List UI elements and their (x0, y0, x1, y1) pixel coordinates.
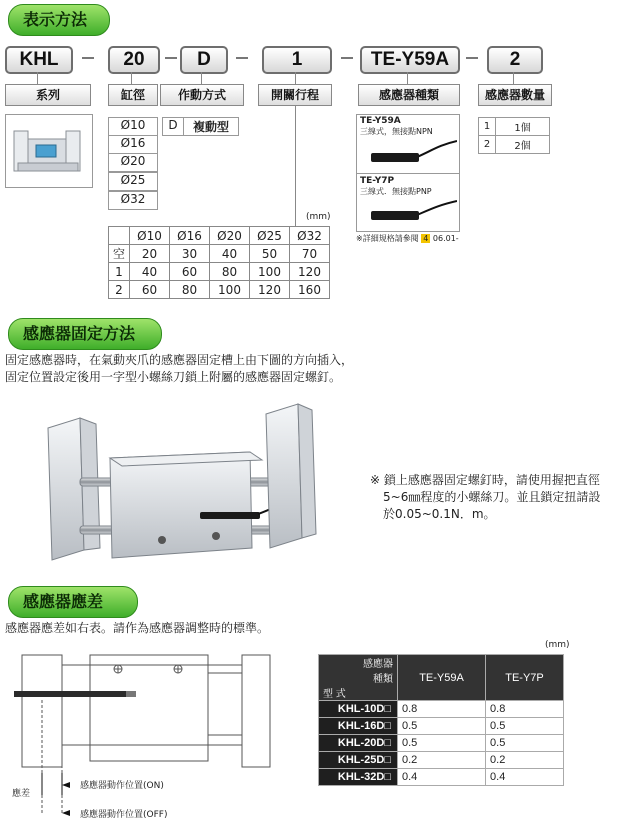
gripper-illustration (40, 400, 330, 575)
dash (165, 57, 177, 59)
stroke-header: Ø32 (290, 227, 330, 245)
code-bore: 20 (108, 46, 160, 74)
qty-table (478, 117, 550, 154)
divider (357, 173, 459, 174)
bore-item: Ø25 (108, 172, 158, 191)
stroke-cell: 60 (130, 281, 170, 299)
qty-code: 2 (479, 136, 496, 154)
sensor-desc: 三線式，無接點NPN (360, 127, 433, 136)
hyst-corner-top: 感應器 (363, 659, 393, 670)
code-stroke: 1 (262, 46, 332, 74)
bore-item: Ø32 (108, 191, 158, 210)
dash (236, 57, 248, 59)
stroke-header: Ø16 (170, 227, 210, 245)
hyst-model: KHL-16D□ (319, 718, 398, 735)
dash (82, 57, 94, 59)
stroke-cell: 100 (210, 281, 250, 299)
code-series: KHL (5, 46, 73, 74)
sensor-desc: 三線式．無接點PNP (360, 187, 432, 196)
stroke-unit: (mm) (306, 212, 331, 222)
hyst-value: 0.8 (486, 701, 564, 718)
stroke-cell: 40 (130, 263, 170, 281)
hyst-col-header: TE-Y59A (398, 655, 486, 701)
connector-line (295, 106, 296, 226)
hyst-corner (319, 655, 398, 701)
mounting-note-line: 於0.05~0.1N．m。 (383, 507, 496, 521)
sensor-name: TE-Y7P (360, 176, 395, 186)
header-series: 系列 (5, 84, 91, 106)
code-qty: 2 (487, 46, 543, 74)
connector-line (407, 72, 408, 84)
header-sensor: 感應器種類 (358, 84, 460, 106)
bore-item: Ø16 (108, 135, 158, 154)
label-off: 感應器動作位置(OFF) (80, 810, 168, 820)
hyst-unit: (mm) (545, 640, 570, 650)
sensor-image (359, 197, 457, 231)
action-code: D (162, 117, 184, 136)
stroke-cell: 60 (170, 263, 210, 281)
stroke-cell: 80 (210, 263, 250, 281)
stroke-cell: 160 (290, 281, 330, 299)
stroke-cell: 100 (250, 263, 290, 281)
bore-item: Ø20 (108, 153, 158, 172)
sensor-name: TE-Y59A (360, 116, 401, 126)
stroke-cell: 20 (130, 245, 170, 263)
hyst-value: 0.4 (398, 769, 486, 786)
stroke-header (109, 227, 130, 245)
sensor-note (356, 233, 459, 244)
hyst-value: 0.2 (486, 752, 564, 769)
hysteresis-text: 感應器應差如右表。請作為感應器調整時的標準。 (5, 621, 270, 635)
dash (341, 57, 353, 59)
header-qty: 感應器數量 (478, 84, 552, 106)
sensor-note-prefix: ※詳細規格請參閱 (356, 234, 419, 243)
connector-line (131, 72, 132, 84)
stroke-cell: 2 (109, 281, 130, 299)
stroke-cell: 120 (250, 281, 290, 299)
stroke-cell: 70 (290, 245, 330, 263)
header-stroke: 開關行程 (258, 84, 332, 106)
hyst-model: KHL-20D□ (319, 735, 398, 752)
stroke-cell: 50 (250, 245, 290, 263)
hyst-col-header: TE-Y7P (486, 655, 564, 701)
sensor-box (356, 114, 460, 232)
hyst-value: 0.5 (486, 718, 564, 735)
section-title-hysteresis: 感應器應差 (8, 586, 138, 618)
stroke-table (108, 226, 330, 299)
hyst-corner-mid: 種類 (373, 674, 393, 685)
dash (466, 57, 478, 59)
stroke-cell: 1 (109, 263, 130, 281)
hyst-value: 0.2 (398, 752, 486, 769)
hysteresis-table (318, 654, 564, 786)
qty-code: 1 (479, 118, 496, 136)
stroke-header: Ø25 (250, 227, 290, 245)
bore-item: Ø10 (108, 117, 158, 136)
section-title-mounting: 感應器固定方法 (8, 318, 162, 350)
label-diff: 應差 (12, 789, 31, 799)
stroke-cell: 120 (290, 263, 330, 281)
stroke-header: Ø20 (210, 227, 250, 245)
header-action: 作動方式 (160, 84, 244, 106)
stroke-header: Ø10 (130, 227, 170, 245)
hysteresis-diagram (10, 645, 280, 825)
connector-line (201, 72, 202, 84)
hyst-value: 0.5 (486, 735, 564, 752)
stroke-cell: 空 (109, 245, 130, 263)
hyst-model: KHL-32D□ (319, 769, 398, 786)
hyst-corner-bottom: 型 式 (323, 689, 346, 700)
hyst-model: KHL-10D□ (319, 701, 398, 718)
hyst-value: 0.5 (398, 718, 486, 735)
stroke-cell: 40 (210, 245, 250, 263)
series-product-image (5, 114, 93, 188)
header-bore: 缸徑 (108, 84, 158, 106)
sensor-note-suffix: 06.01- (432, 234, 459, 243)
qty-label: 2個 (496, 136, 550, 154)
hyst-model: KHL-25D□ (319, 752, 398, 769)
mounting-note-line: 5~6㎜程度的小螺絲刀。並且鎖定扭請設 (383, 490, 601, 504)
mounting-text-line: 固定感應器時，在氣動夾爪的感應器固定槽上由下圖的方向插入， (5, 353, 354, 367)
mounting-text-line: 固定位置設定後用一字型小螺絲刀鎖上附屬的感應器固定螺釘。 (5, 370, 342, 384)
action-label: 複動型 (183, 117, 239, 136)
hyst-value: 0.5 (398, 735, 486, 752)
stroke-cell: 30 (170, 245, 210, 263)
stroke-cell: 80 (170, 281, 210, 299)
qty-label: 1個 (496, 118, 550, 136)
sensor-note-page: 4 (423, 234, 429, 243)
connector-line (37, 72, 38, 84)
connector-line (513, 72, 514, 84)
code-sensor: TE-Y59A (360, 46, 460, 74)
sensor-image (359, 137, 457, 171)
label-on: 感應器動作位置(ON) (80, 781, 164, 791)
code-action: D (180, 46, 228, 74)
hyst-value: 0.4 (486, 769, 564, 786)
mounting-note-line: ※ 鎖上感應器固定螺釘時，請使用握把直徑 (370, 473, 600, 487)
hyst-value: 0.8 (398, 701, 486, 718)
section-title-notation: 表示方法 (8, 4, 110, 36)
connector-line (295, 72, 296, 84)
